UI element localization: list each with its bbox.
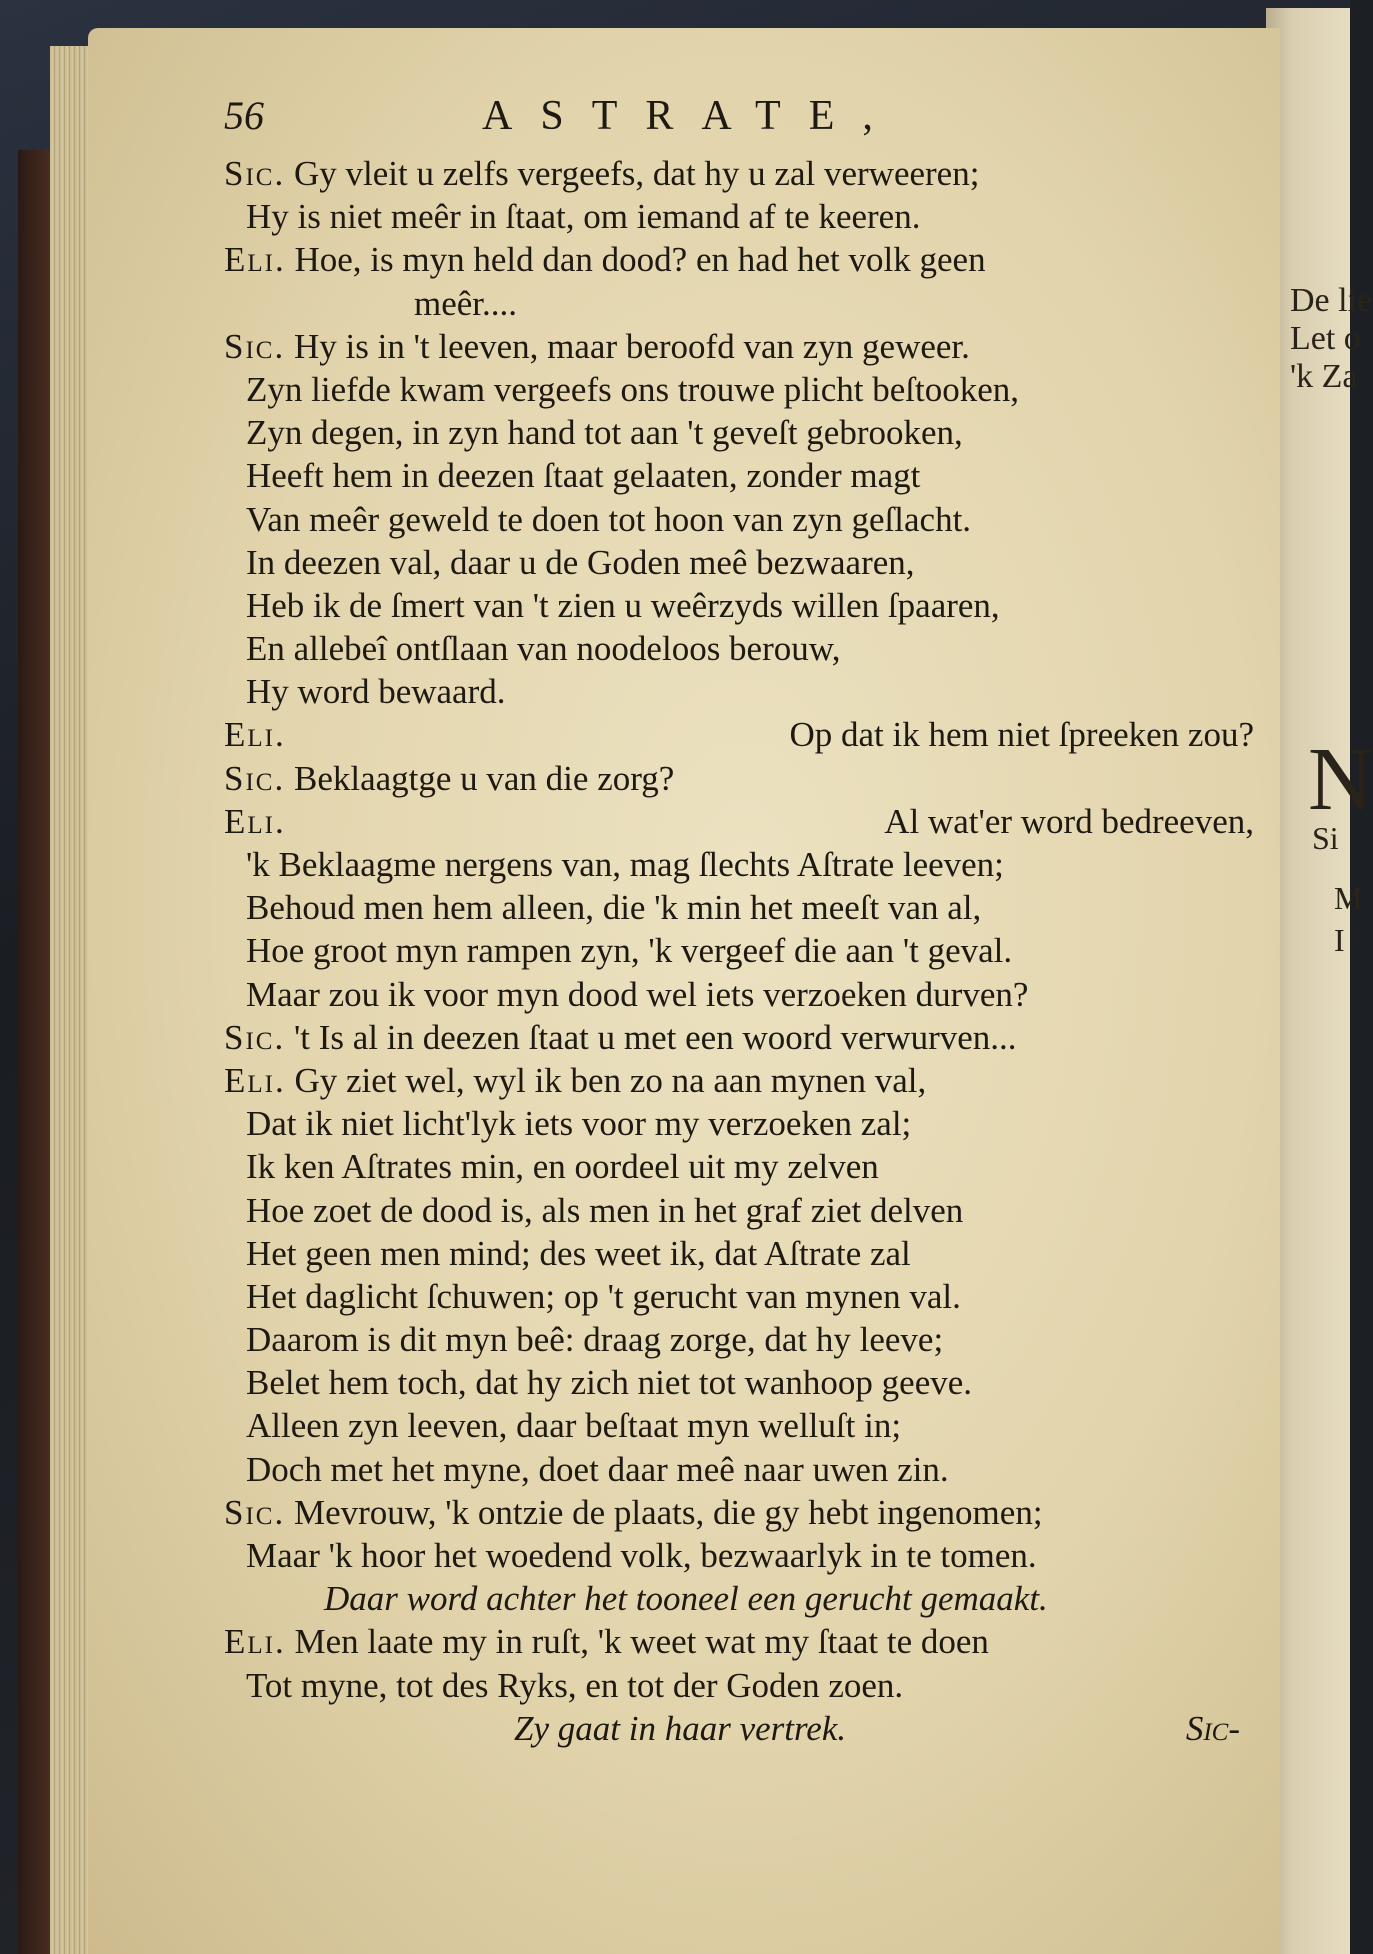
- verse-text: Zyn liefde kwam vergeefs ons trouwe plicht beſtooken,: [246, 369, 1020, 409]
- verse-text: Het daglicht ſchuwen; op 't gerucht van mynen val.: [246, 1276, 961, 1316]
- verse-text: Doch met het myne, doet daar meê naar uwen zin.: [246, 1449, 949, 1489]
- verse-line: [224, 1102, 1254, 1145]
- verse-line: [224, 541, 1254, 584]
- verse-text: Ik ken Aſtrates min, en oordeel uit my zelven: [246, 1147, 879, 1187]
- facing-page-line: De lie: [1290, 282, 1373, 319]
- verse-line: [224, 1232, 1254, 1275]
- verse-text: Daarom is dit myn beê: draag zorge, dat hy leeve;: [246, 1320, 944, 1360]
- stage-direction-text: Daar word achter het tooneel een gerucht gemaakt.: [324, 1579, 1048, 1619]
- catchword: Sic-: [1185, 1708, 1240, 1748]
- verse-text: Hy word bewaard.: [246, 672, 506, 712]
- verse-text: Hoe groot myn rampen zyn, 'k vergeef die aan 't geval.: [246, 931, 1013, 971]
- verse-line: [224, 238, 1254, 281]
- verse-line: [224, 1448, 1254, 1491]
- page-number: 56: [224, 93, 264, 138]
- verse-line: [224, 1361, 1254, 1404]
- verse-line: [224, 1318, 1254, 1361]
- facing-page-fragment: M: [1334, 880, 1363, 916]
- verse-line: [224, 1059, 1254, 1102]
- verse-line: [224, 411, 1254, 454]
- verse-text: Mevrouw, 'k ontzie de plaats, die gy hebt ingenomen;: [293, 1492, 1043, 1532]
- verse-line: [224, 1404, 1254, 1447]
- verse-text: Hoe zoet de dood is, als men in het graf ziet delven: [246, 1190, 964, 1230]
- verse-text: Het geen men mind; des weet ik, dat Aſtrate zal: [246, 1233, 911, 1273]
- verse-line: [224, 368, 1254, 411]
- verse-line: [224, 282, 1254, 325]
- verse-text: 'k Beklaagme nergens van, mag ſlechts Aſtrate leeven;: [246, 845, 1004, 884]
- speaker-label: Sic.: [224, 1492, 286, 1532]
- speaker-label: Sic.: [224, 1017, 286, 1057]
- facing-page-initial: N: [1308, 730, 1373, 829]
- verse-text: Beklaagtge u van die zorg?: [293, 758, 675, 798]
- verse-text: Maar 'k hoor het woedend volk, bezwaarlyk in te tomen.: [246, 1536, 1037, 1575]
- verse-line: [224, 1664, 1254, 1707]
- speaker-label: Sic.: [224, 154, 286, 193]
- verse-text: Al wat'er word bedreeven,: [884, 801, 1254, 841]
- verse-text: Zyn degen, in zyn hand tot aan 't geveſt gebrooken,: [246, 413, 963, 453]
- facing-page-fragment: I: [1334, 922, 1345, 958]
- running-title: ASTRATE,: [482, 93, 901, 139]
- verse-text: 't Is al in deezen ſtaat u met een woord verwurven...: [293, 1017, 1017, 1057]
- verse-text: Gy vleit u zelfs vergeefs, dat hy u zal verweeren;: [293, 154, 980, 193]
- speaker-label: Eli.: [224, 801, 286, 841]
- stage-direction-text: Zy gaat in haar vertrek.: [514, 1708, 847, 1748]
- speaker-label: Sic.: [224, 758, 286, 798]
- verse-line: [224, 195, 1254, 238]
- speaker-label: Eli.: [224, 240, 286, 280]
- play-text: [224, 152, 1254, 1750]
- verse-line: [224, 1189, 1254, 1232]
- verse-line: [224, 929, 1254, 972]
- verse-line: [224, 498, 1254, 541]
- stage-direction: [224, 1707, 1254, 1750]
- page-header: [224, 92, 1234, 142]
- verse-text: Belet hem toch, dat hy zich niet tot wanhoop geeve.: [246, 1363, 973, 1403]
- verse-line: [224, 454, 1254, 497]
- verse-text: Gy ziet wel, wyl ik ben zo na aan mynen val,: [294, 1060, 927, 1100]
- facing-page-line: Let o: [1290, 320, 1361, 357]
- verse-line: [224, 325, 1254, 368]
- verse-line: [224, 843, 1254, 886]
- verse-line: [224, 584, 1254, 627]
- verse-line: [224, 973, 1254, 1016]
- verse-text: Heb ik de ſmert van 't zien u weêrzyds willen ſpaaren,: [246, 585, 1000, 625]
- facing-page-line: 'k Za: [1290, 358, 1358, 395]
- verse-line: [224, 886, 1254, 929]
- verse-text: Behoud men hem alleen, die 'k min het meeſt van al,: [246, 888, 982, 928]
- verse-text: Dat ik niet licht'lyk iets voor my verzoeken zal;: [246, 1104, 912, 1144]
- verse-text: meêr....: [414, 283, 518, 323]
- verse-text: In deezen val, daar u de Goden meê bezwaaren,: [246, 542, 915, 582]
- verse-text: En allebeî ontſlaan van noodeloos berouw,: [246, 629, 841, 669]
- verse-text: Tot myne, tot des Ryks, en tot der Goden zoen.: [246, 1665, 904, 1705]
- verse-line: [224, 1534, 1254, 1577]
- speaker-label: Eli.: [224, 1622, 286, 1662]
- verse-text: Heeft hem in deezen ſtaat gelaaten, zonder magt: [246, 456, 921, 496]
- speaker-label: Eli.: [224, 715, 286, 755]
- verse-line: [224, 1275, 1254, 1318]
- verse-text: Alleen zyn leeven, daar beſtaat myn welluſt in;: [246, 1406, 902, 1446]
- stage-direction: [224, 1577, 1254, 1620]
- verse-text: Maar zou ik voor myn dood wel iets verzoeken durven?: [246, 974, 1029, 1014]
- verse-text: Van meêr geweld te doen tot hoon van zyn geſlacht.: [246, 499, 972, 539]
- verse-line: [224, 670, 1254, 713]
- verse-line: [224, 627, 1254, 670]
- verse-text: Hy is in 't leeven, maar beroofd van zyn geweer.: [293, 326, 970, 366]
- verse-line: [224, 800, 1254, 843]
- speaker-label: Eli.: [224, 1060, 286, 1100]
- verse-text: Hy is niet meêr in ſtaat, om iemand af te keeren.: [246, 197, 921, 237]
- verse-line: [224, 1491, 1254, 1534]
- verse-line: [224, 1145, 1254, 1188]
- verse-line: [224, 713, 1254, 756]
- verse-text: Op dat ik hem niet ſpreeken zou?: [789, 715, 1254, 755]
- verse-line: [224, 152, 1254, 195]
- verse-text: Hoe, is myn held dan dood? en had het volk geen: [294, 240, 986, 280]
- verse-line: [224, 1620, 1254, 1663]
- verse-text: Men laate my in ruſt, 'k weet wat my ſtaat te doen: [294, 1622, 989, 1662]
- verse-line: [224, 1016, 1254, 1059]
- speaker-label: Sic.: [224, 326, 286, 366]
- facing-page-fragment: Si: [1312, 820, 1339, 856]
- verse-line: [224, 757, 1254, 800]
